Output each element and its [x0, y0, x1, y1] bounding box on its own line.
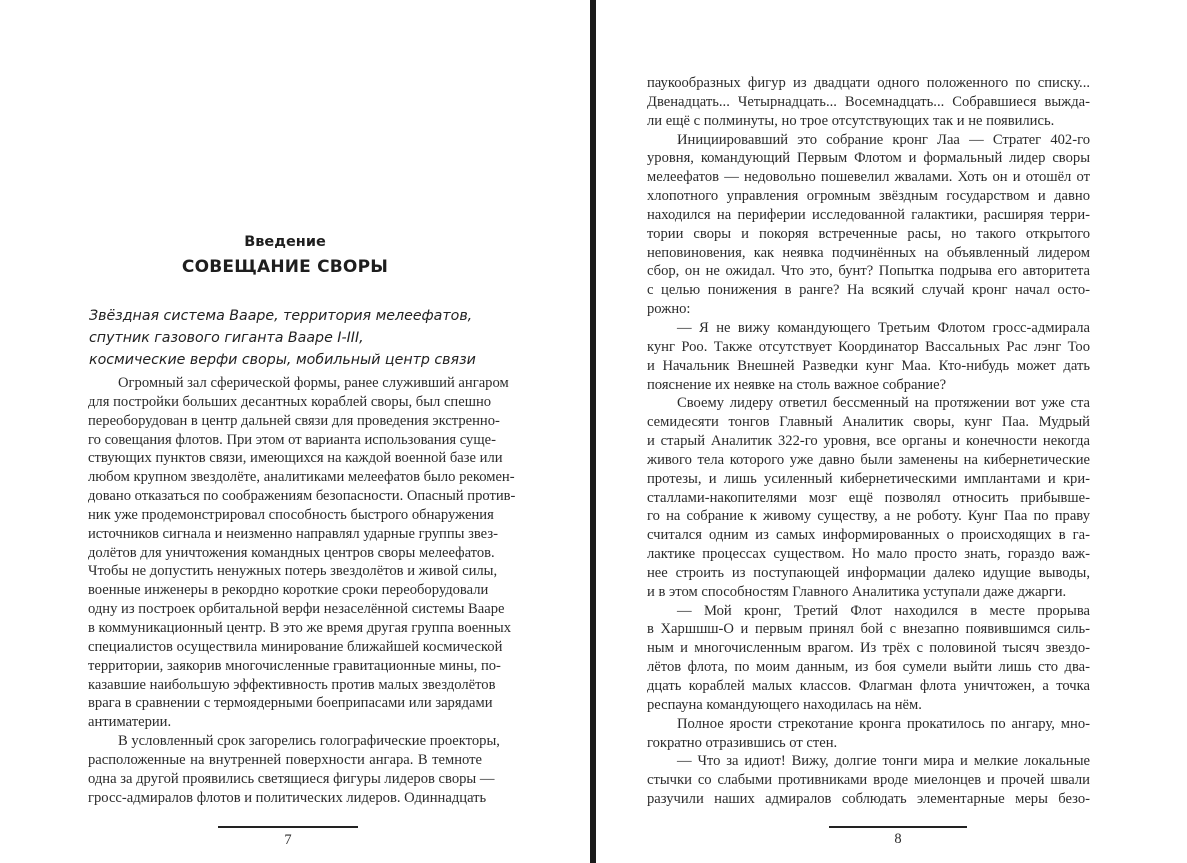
- text-line: территории, заякорив многочисленные гравитационные мины, по-: [88, 657, 501, 674]
- text-line: врага в сравнении с термоядерными боеприпасами или зарядами: [88, 695, 493, 712]
- epigraph-line: Звёздная система Вааре, территория мелеефатов,: [89, 308, 473, 324]
- text-line: Полное ярости стрекотание кронга прокатилось по ангару, мно-: [677, 715, 1090, 732]
- text-line: мелеефатов — недовольно пошевелил жвалами. Хоть он и отошёл от: [647, 169, 1090, 186]
- body-text: [647, 74, 1090, 809]
- page-number: 7: [284, 832, 292, 848]
- text-line: антиматерии.: [88, 714, 172, 731]
- body-text: [88, 374, 516, 807]
- text-line: — Я не вижу командующего Третьим Флотом гросс-адмирала: [677, 319, 1090, 336]
- text-line: рожно:: [647, 301, 691, 318]
- text-line: считался одним из самых информированных о происходящих в га-: [647, 527, 1090, 544]
- text-line: с целью понижения в ранге? На всякий случай кронг начал осто-: [647, 282, 1090, 299]
- text-line: военные инженеры в рекордно короткие сроки переоборудовали: [88, 582, 489, 599]
- text-line: в коммуникационный центр. В это же время другая группа военных: [88, 619, 511, 636]
- text-line: и старый Аналитик 322-го уровня, все органы и конечности некогда: [647, 433, 1090, 450]
- text-line: переоборудован в центр дальней связи для проведения экстренно-: [88, 412, 500, 429]
- text-line: хлопотного управления огромным звёздным государством и давно: [647, 188, 1090, 205]
- text-line: протезы, и лишь усиленный кибернетическими имплантами и кри-: [647, 470, 1090, 487]
- text-line: лактике процессах существом. Но мало просто знать, гораздо важ-: [647, 546, 1090, 563]
- text-line: Своему лидеру ответил бессменный на протяжении вот уже ста: [677, 395, 1090, 412]
- text-line: Двенадцать... Четырнадцать... Восемнадцать... Собравшиеся выжда-: [647, 93, 1090, 110]
- text-line: и в этом способностям Главного Аналитика уступали даже джарги.: [647, 583, 1067, 600]
- page-number: 8: [894, 831, 902, 847]
- text-line: лётов флота, по моим данным, из боя сумели выйти лишь сто два-: [647, 659, 1090, 676]
- text-line: ник уже продемонстрировал способность быстрого обнаружения: [88, 506, 494, 523]
- text-line: неповиновения, как неявка подчинённых на объявленный лидером: [647, 244, 1090, 261]
- text-line: В условленный срок загорелись голографические проекторы,: [118, 733, 500, 750]
- footer-rule: [829, 826, 967, 828]
- text-line: и Начальник Внешней Разведки кунг Маа. Кто-нибудь может дать: [647, 357, 1090, 374]
- text-line: казавшие наибольшую эффективность против малых звездолётов: [88, 676, 496, 693]
- text-line: — Мой кронг, Третий Флот находился в месте прорыва: [677, 602, 1090, 619]
- text-line: пояснение их неявке на столь важное собрание?: [647, 376, 947, 393]
- text-line: одна за другой проявились светящиеся фигуры лидеров своры —: [88, 770, 495, 787]
- text-line: ли ещё с полминуты, но трое отсутствующих так и не появились.: [647, 112, 1055, 129]
- text-line: специалистов осуществила минирование ближайшей космической: [88, 638, 503, 655]
- text-line: нее строить из поступающей информации далеко идущие выводы,: [647, 564, 1090, 581]
- text-line: го на собрание к живому существу, а не роботу. Кунг Паа по праву: [647, 508, 1090, 525]
- chapter-title: СОВЕЩАНИЕ СВОРЫ: [181, 257, 389, 277]
- text-line: для постройки больших десантных кораблей своры, был спешно: [88, 393, 492, 410]
- text-line: уровня, командующий Первым Флотом и формальный лидер своры: [647, 150, 1090, 167]
- text-line: разучили наших адмиралов соблюдать элементарные меры безо-: [647, 791, 1090, 808]
- text-line: сталлами-накопителями мозг ещё позволял относить прибывше-: [647, 489, 1090, 506]
- text-line: Огромный зал сферической формы, ранее служивший ангаром: [118, 375, 509, 391]
- text-line: довано отказаться по соображениям безопасности. Опасный против-: [88, 488, 516, 505]
- text-line: го совещания флотов. При этом от варианта использования суще-: [88, 431, 496, 448]
- text-line: живого тела которого уже давно были заменены на кибернетические: [647, 451, 1090, 468]
- text-line: стычки со слабыми противниками вроде миелонцев и прочей швали: [647, 772, 1090, 789]
- text-line: семидесяти тонгов Главный Аналитик своры, кунг Паа. Мудрый: [647, 414, 1090, 431]
- text-line: дцать кораблей малых классов. Флагман флота уничтожен, а точка: [647, 678, 1090, 694]
- text-line: гросс-адмиралов флотов и политических лидеров. Одиннадцать: [88, 789, 487, 806]
- chapter-epigraph: [89, 305, 476, 371]
- text-line: любом крупном звездолёте, аналитиками мелеефатов было рекомен-: [88, 469, 515, 486]
- left-page: [0, 0, 590, 863]
- text-line: долётов для уничтожения командных центров своры мелеефатов.: [88, 544, 495, 561]
- text-line: в Харшшш-О и первым принял бой с внезапно появившимся силь-: [647, 621, 1090, 638]
- text-line: ствующих пунктов связи, имеющихся на каждой военной базе или: [88, 450, 503, 467]
- text-line: сбор, он не ожидал. Что это, бунт? Попытка подрыва его авторитета: [647, 263, 1090, 280]
- epigraph-line: спутник газового гиганта Вааре I-III,: [89, 330, 364, 346]
- chapter-label: Введение: [244, 234, 326, 250]
- text-line: паукообразных фигур из двадцати одного положенного по списку...: [647, 75, 1090, 91]
- text-line: находился на периферии исследованной галактики, расширяя терри-: [647, 206, 1090, 223]
- text-line: расположенные на внутренней поверхности ангара. В темноте: [88, 751, 482, 768]
- epigraph-line: космические верфи своры, мобильный центр связи: [89, 352, 476, 368]
- text-line: тории своры и покоряя встреченные расы, но такого открытого: [647, 225, 1090, 242]
- text-line: ным и многочисленным врагом. Из трёх с половиной тысяч звездо-: [647, 640, 1090, 657]
- text-line: Инициировавший это собрание кронг Лаа — Стратег 402-го: [677, 131, 1090, 148]
- text-line: гократно отразившись от стен.: [647, 734, 838, 751]
- text-line: одну из построек орбитальной верфи незаселённой системы Вааре: [88, 601, 505, 618]
- right-page: [598, 0, 1187, 863]
- text-line: респауна командующего находилась на нём.: [647, 696, 922, 713]
- book-spine-divider: [590, 0, 596, 863]
- text-line: — Что за идиот! Вижу, долгие тонги мира и мелкие локальные: [677, 753, 1090, 770]
- footer-rule: [218, 826, 358, 828]
- text-line: источников сигнала и неизменно направлял ударные группы звез-: [88, 525, 498, 542]
- text-line: Чтобы не допустить ненужных потерь звездолётов и живой силы,: [88, 563, 498, 580]
- text-line: кунг Роо. Также отсутствует Координатор Вассальных Рас лэнг Тоо: [647, 338, 1090, 355]
